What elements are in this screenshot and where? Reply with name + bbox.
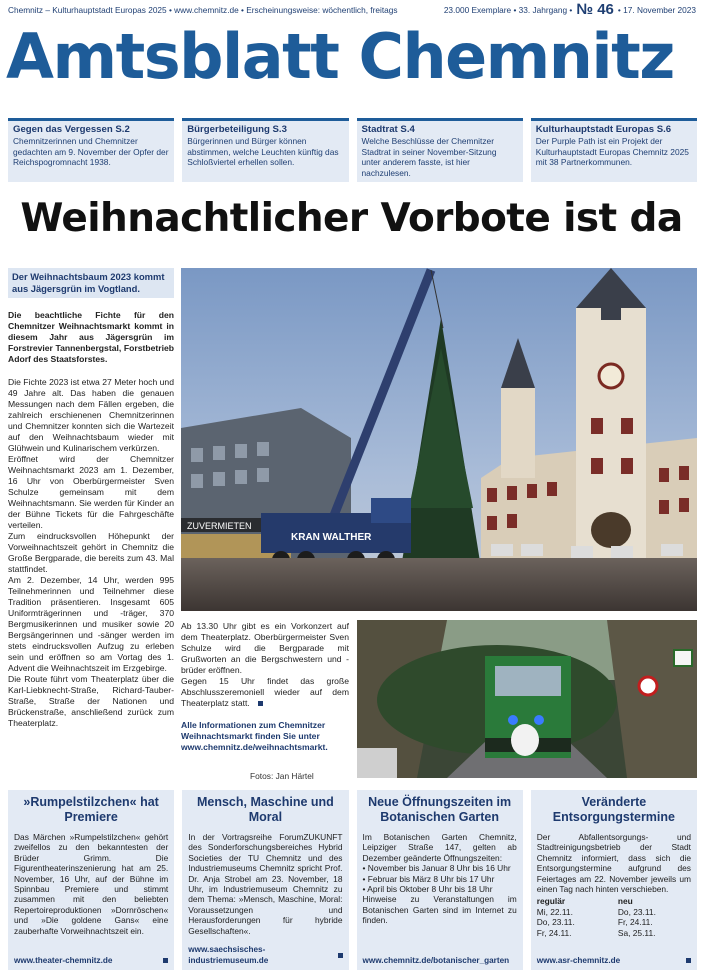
- end-square-icon: [258, 701, 263, 706]
- weihnachtsmarkt-link[interactable]: Alle Informationen zum Chemnitzer Weihnachtsmarkt finden Sie unter www.chemnitz.de/weihnachtsmarkt.: [181, 720, 328, 752]
- crane-label: KRAN WALTHER: [291, 532, 372, 543]
- teaser-text: Bürgerinnen und Bürger können abstimmen, welche Leuchten künftig das Schloßviertel erhellen sollen.: [187, 136, 339, 168]
- date-cell: Do, 23.11.: [536, 917, 575, 928]
- info-box-url[interactable]: www.saechsisches-industriemuseum.de: [188, 945, 269, 965]
- info-box-row: [8, 790, 697, 970]
- teaser-box[interactable]: [8, 118, 174, 182]
- top-info-right: [443, 1, 696, 18]
- date-cell: Fr, 24.11.: [617, 917, 653, 928]
- info-box-museum: [182, 790, 348, 970]
- list-item: • November bis Januar 8 Uhr bis 16 Uhr: [363, 863, 517, 873]
- end-square-icon: [338, 953, 343, 958]
- info-box-link[interactable]: [537, 956, 691, 966]
- article-paragraph: Die Route führt vom Theaterplatz über die Karl-Liebknecht-Straße, Richard-Tauber-Straße, Straße der Nationen und Brückenstraße, anschließend zurück zum Theaterplatz.: [8, 674, 174, 728]
- teaser-row: [8, 118, 697, 182]
- photo-truck-transport: [357, 620, 697, 778]
- teaser-title: Bürgerbeteiligung S.3: [187, 124, 287, 135]
- article-middle-column: [181, 621, 349, 753]
- info-box-url[interactable]: www.asr-chemnitz.de: [536, 955, 621, 965]
- list-item: • Februar bis März 8 Uhr bis 17 Uhr: [363, 874, 517, 884]
- teaser-title: Kulturhauptstadt Europas S.6: [535, 124, 672, 135]
- top-info-bar: [8, 3, 696, 17]
- photo-credit: Fotos: Jan Härtel: [250, 771, 314, 781]
- list-item: • April bis Oktober 8 Uhr bis 18 Uhr: [363, 884, 517, 894]
- info-box-title: Veränderte Entsorgungstermine: [552, 795, 675, 824]
- truck-photo-svg: [357, 620, 697, 778]
- teaser-text: Welche Beschlüsse der Chemnitzer Stadtrat in seiner November-Sitzung unter anderem fasste, ist hier nachzulesen.: [361, 136, 497, 178]
- teaser-title: Stadtrat S.4: [361, 124, 415, 135]
- info-box-link[interactable]: [14, 956, 168, 966]
- article-paragraph: Die Fichte 2023 ist etwa 27 Meter hoch und 49 Jahre alt. Das haben die genauen Messungen nach dem Fällen ergeben, die zahlreich erschienenen Chemnitzerinnen und Chemnitzer konnten sich die Wartezeit auf den Weihnachtsbaum wieder mit Glühwein und Kulinarischem verkürzen.: [8, 377, 174, 453]
- article-intro: Die beachtliche Fichte für den Chemnitzer Weihnachtsmarkt kommt in diesem Jahr aus Jägersgrün im Forstrevier Tannenbergstal, Forstbetrieb Adorf des Staatsforstes.: [8, 310, 174, 364]
- info-box-waste-collection: [531, 790, 697, 970]
- article-paragraph: Ab 13.30 Uhr gibt es ein Vorkonzert auf dem Theaterplatz. Oberbürgermeister Sven Schulze wird die Bergparade mit Grußworten an die Bergschwestern und -brüder eröffnen.: [181, 621, 349, 675]
- shop-sign-text: ZUVERMIETEN: [187, 521, 252, 531]
- date-cell: Fr, 24.11.: [536, 927, 572, 938]
- teaser-text: Chemnitzerinnen und Chemnitzer gedachten am 9. November der Opfer der Reichspogromnacht 1938.: [13, 136, 169, 168]
- article-paragraph: [181, 676, 349, 709]
- info-box-url[interactable]: www.theater-chemnitz.de: [14, 955, 113, 965]
- dates-header-new: neu: [617, 896, 633, 907]
- issue-number: № 46: [576, 1, 614, 18]
- date-cell: Do, 23.11.: [617, 906, 656, 917]
- masthead-title: Amtsblatt Chemnitz: [6, 20, 674, 93]
- teaser-text: Der Purple Path ist ein Projekt der Kulturhauptstadt Europas Chemnitz 2025 mit 38 Partnerkommunen.: [535, 136, 689, 168]
- info-box-text: Im Botanischen Garten Chemnitz, Leipziger Straße 147, gelten ab Dezember geänderte Öffnungszeiten:: [362, 832, 517, 863]
- info-box-text: Das Märchen »Rumpelstilzchen« gehört zweifellos zu den bekanntesten der Brüder Grimm. Die Figurentheaterinszenierung hat am 25. November, 16 Uhr, auf der Bühne im Spinnbau Premiere und stimmt zusammen mit den beliebten Repertoireproduktionen »Dornröschen« und »Die goldene Gans« eine zauberhafte Vorweihnachtszeit ein.: [14, 832, 169, 936]
- article-paragraph: Zum eindrucksvollen Höhepunkt der Vorweihnachtszeit gehört in Chemnitz die Große Bergparade, die bereits zum 43. Mal stattfindet.: [8, 531, 174, 574]
- christmas-tree-photo-svg: [181, 268, 697, 611]
- teaser-box[interactable]: [182, 118, 348, 182]
- edition-info: 23.000 Exemplare • 33. Jahrgang •: [443, 5, 573, 15]
- opening-hours-list: [363, 863, 517, 894]
- dates-table: [537, 896, 691, 938]
- info-box-title: »Rumpelstilzchen« hat Premiere: [23, 795, 159, 824]
- article-paragraph: Am 2. Dezember, 14 Uhr, werden 995 Teilnehmerinnen und Teilnehmer diese Tradition präsentieren. Insgesamt 605 Uniformträgerinnen und -träger, 370 Bergmusikerinnen und musiker sowie 20 Bergsängerinnen und -sänger werden im stets eindrucksvollen Aufzug zu erleben sein und eröffnen so am Vortag des 1. Advent die Weihnachtszeit im Erzgebirge.: [8, 575, 174, 673]
- article-paragraph-text: Gegen 15 Uhr findet das große Abschlusszeremoniell wieder auf dem Theaterplatz statt.: [181, 676, 349, 708]
- date-cell: Sa, 25.11.: [617, 927, 656, 938]
- teaser-title: Gegen das Vergessen S.2: [13, 124, 130, 135]
- date-cell: Mi, 22.11.: [536, 906, 573, 917]
- photo-christmas-tree-market: [181, 268, 697, 611]
- info-box-link[interactable]: [188, 945, 342, 966]
- info-box-url[interactable]: www.chemnitz.de/botanischer_garten: [362, 955, 510, 965]
- info-box-theater: [8, 790, 174, 970]
- info-box-title: Neue Öffnungszeiten im Botanischen Garten: [368, 795, 512, 824]
- info-box-text: Der Abfallentsorgungs- und Stadtreinigungsbetrieb der Stadt Chemnitz informiert, dass sich die Entsorgungstermine aufgrund des Feiertages am 22. November jeweils um einen Tag nach hinten verschieben.: [536, 832, 691, 895]
- end-square-icon: [686, 958, 691, 963]
- info-box-text: In der Vortragsreihe ForumZUKUNFT des Sonderforschungsbereiches Hybrid Societies der TU Chemnitz und des Industriemuseums Chemnitz spricht Prof. Dr. Anja Strobel am 23. November, 18 Uhr, im Industriemuseum Chemnitz zu dem Thema: »Mensch, Maschine, Moral: Voraussetzungen und Herausforderungen für hybride Gesellschaften«.: [188, 832, 343, 936]
- top-info-left: Chemnitz – Kulturhauptstadt Europas 2025 • www.chemnitz.de • Erscheinungsweise: wöchentlich, freitags: [8, 5, 398, 15]
- teaser-box[interactable]: [357, 118, 523, 182]
- issue-date: • 17. November 2023: [617, 5, 696, 15]
- info-box-link[interactable]: [363, 956, 517, 966]
- dates-header-regular: regulär: [536, 896, 566, 907]
- article-paragraph: Eröffnet wird der Chemnitzer Weihnachtsmarkt 2023 am 1. Dezember, 16 Uhr von Oberbürgermeister Sven Schulze gemeinsam mit dem Weihnachtsmann. Sie werden für Kinder an der Bühne Tickets für die Fahrgeschäfte verteilen.: [8, 454, 174, 530]
- info-box-text: Hinweise zu Veranstaltungen im Botanischen Garten sind im Internet zu finden.: [362, 894, 517, 926]
- article-left-column: [8, 268, 174, 729]
- end-square-icon: [163, 958, 168, 963]
- main-headline: Weihnachtlicher Vorbote ist da: [20, 196, 683, 241]
- info-box-title: Mensch, Maschine und Moral: [196, 795, 334, 824]
- info-box-botanical-garden: [357, 790, 523, 970]
- article-kicker: Der Weihnachtsbaum 2023 kommt aus Jägersgrün im Vogtland.: [8, 268, 174, 298]
- teaser-box[interactable]: [531, 118, 697, 182]
